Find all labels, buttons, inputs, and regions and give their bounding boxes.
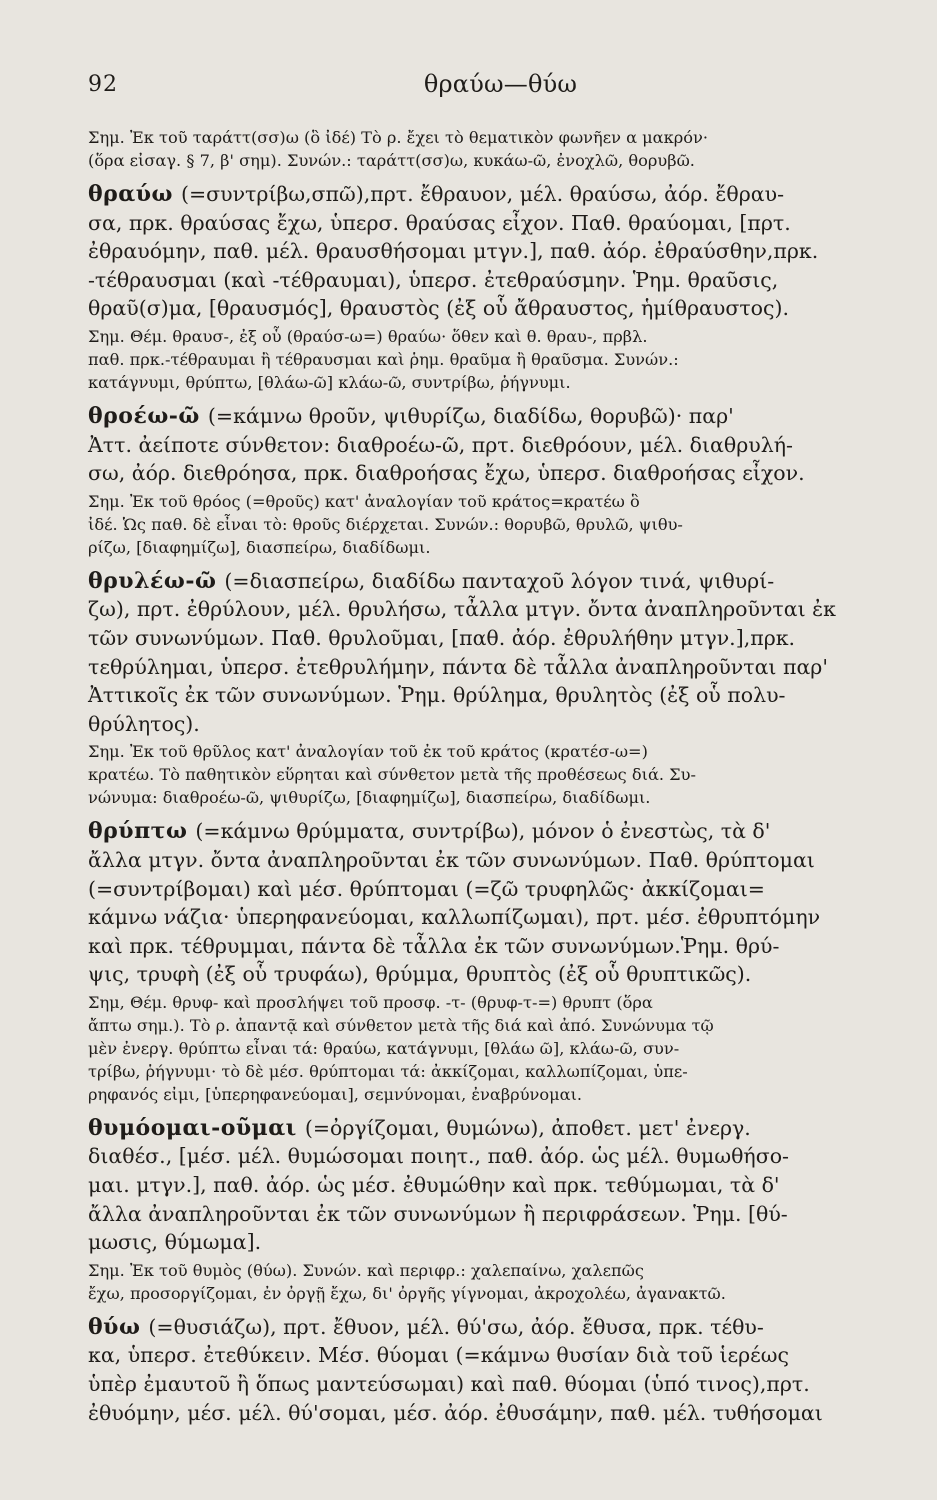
text-line: κάμνω νάζια· ὑπερηφανεύομαι, καλλωπίζωμαι), πρτ. μέσ. ἐθρυπτόμην: [88, 905, 821, 930]
entry-lemma: θυμόομαι-οῦμαι: [88, 1114, 297, 1141]
text-line: ἄλλα μτγν. ὄντα ἀναπληροῦνται ἐκ τῶν συνωνύμων. Παθ. θρύπτομαι: [88, 847, 815, 872]
text-line: (=κάμνω θρύμματα, συντρίβω), μόνον ὁ ἐνεστὼς, τὰ δ': [195, 819, 771, 844]
text-line: ἰδέ. Ὡς παθ. δὲ εἶναι τὸ: θροῦς διέρχεται. Συνών.: θορυβῶ, θρυλῶ, ψιθυ-: [88, 514, 683, 534]
text-line: (=διασπείρω, διαδίδω πανταχοῦ λόγον τινά, ψιθυρί-: [224, 568, 775, 593]
text-line: (ὅρα εἰσαγ. § 7, β' σημ). Συνών.: ταράττ(σσ)ω, κυκάω-ῶ, ἐνοχλῶ, θορυβῶ.: [88, 151, 695, 170]
page-header: [88, 60, 913, 108]
text-line: (=συντρίβω,σπῶ),πρτ. ἔθραυον, μέλ. θραύσω, ἀόρ. ἔθραυ-: [180, 182, 785, 206]
entry-thymoomai: [88, 1114, 913, 1257]
entry-lemma: θροέω-ῶ: [88, 402, 200, 429]
entry-thrauo: [88, 180, 913, 323]
entry-lemma: θραύω: [88, 181, 173, 207]
note-block: [88, 325, 913, 394]
note-block: [88, 740, 913, 809]
text-line: ζω), πρτ. ἐθρύλουν, μέλ. θρυλήσω, τἆλλα μτγν. ὄντα ἀναπληροῦνται ἐκ: [88, 597, 836, 622]
text-line: ἐθραυόμην, παθ. μέλ. θραυσθήσομαι μτγν.], παθ. ἀόρ. ἐθραύσθην,πρκ.: [88, 239, 819, 264]
text-line: σω, ἀόρ. διεθρόησα, πρκ. διαθροήσας ἔχω, ὑπερσ. διαθροήσας εἶχον.: [88, 461, 805, 486]
text-line: σα, πρκ. θραύσας ἔχω, ὑπερσ. θραύσας εἶχον. Παθ. θραύομαι, [πρτ.: [88, 210, 791, 235]
text-line: Σημ. Ἐκ τοῦ ταράττ(σσ)ω (ὃ ἰδέ) Τὸ ρ. ἔχει τὸ θεματικὸν φωνῆεν α μακρόν·: [88, 128, 708, 147]
text-line: παθ. πρκ.-τέθραυμαι ἢ τέθραυσμαι καὶ ῥημ. θραῦμα ἢ θραῦσμα. Συνών.:: [88, 349, 679, 369]
text-line: μωσις, θύμωμα].: [88, 1230, 262, 1255]
entry-thryleo: [88, 567, 913, 739]
text-line: θρύλητος).: [88, 711, 200, 736]
text-line: ἄλλα ἀναπληροῦνται ἐκ τῶν συνωνύμων ἢ περιφράσεων. Ῥημ. [θύ-: [88, 1201, 788, 1226]
dictionary-text: [88, 126, 913, 1427]
entry-lemma: θύω: [88, 1313, 141, 1340]
text-line: κα, ὑπερσ. ἐτεθύκειν. Μέσ. θύομαι (=κάμνω θυσίαν διὰ τοῦ ἱερέως: [88, 1343, 789, 1368]
text-line: ψις, τρυφὴ (ἐξ οὗ τρυφάω), θρύμμα, θρυπτὸς (ἐξ οὗ θρυπτικῶς).: [88, 962, 752, 987]
text-line: μὲν ἐνεργ. θρύπτω εἶναι τά: θραύω, κατάγνυμι, [θλάω ῶ], κλάω-ῶ, συν-: [88, 1038, 680, 1058]
entry-thyo: [88, 1313, 913, 1427]
text-line: τρίβω, ῥήγνυμι· τὸ δὲ μέσ. θρύπτομαι τά: ἀκκίζομαι, καλλωπίζομαι, ὑπε-: [88, 1061, 688, 1081]
entry-thrypto: [88, 817, 913, 989]
running-head: θραύω—θύω: [423, 70, 578, 98]
text-line: νώνυμα: διαθροέω-ῶ, ψιθυρίζω, [διαφημίζω], διασπείρω, διαδίδωμι.: [88, 788, 651, 808]
text-line: ἄπτω σημ.). Τὸ ρ. ἀπαντᾷ καὶ σύνθετον μετὰ τῆς διά καὶ ἀπό. Συνώνυμα τῷ: [88, 1015, 714, 1035]
text-line: κρατέω. Τὸ παθητικὸν εὕρηται καὶ σύνθετον μετὰ τῆς προθέσεως διά. Συ-: [88, 765, 696, 785]
text-line: ἔχω, προσοργίζομαι, ἐν ὀργῇ ἔχω, δι' ὀργῆς γίγνομαι, ἀκροχολέω, ἀγανακτῶ.: [88, 1283, 726, 1303]
text-line: ρηφανός εἰμι, [ὑπερηφανεύομαι], σεμνύνομαι, ἐναβρύνομαι.: [88, 1084, 583, 1104]
text-line: τεθρύλημαι, ὑπερσ. ἐτεθρυλήμην, πάντα δὲ τἆλλα ἀναπληροῦνται παρ': [88, 654, 828, 679]
text-line: (=ὀργίζομαι, θυμώνω), ἀποθετ. μετ' ἐνεργ.: [304, 1115, 751, 1140]
text-line: καὶ πρκ. τέθρυμμαι, πάντα δὲ τἆλλα ἐκ τῶν συνωνύμων.Ῥημ. θρύ-: [88, 933, 780, 958]
text-line: Σημ. Θέμ. θραυσ-, ἐξ οὗ (θραύσ-ω=) θραύω· ὅθεν καὶ θ. θραυ-, πρβλ.: [88, 326, 648, 346]
note-block: [88, 126, 913, 172]
text-line: Ἀττικοῖς ἐκ τῶν συνωνύμων. Ῥημ. θρύλημα, θρυλητὸς (ἐξ οὗ πολυ-: [88, 683, 786, 708]
entry-throeo: [88, 402, 913, 488]
text-line: τῶν συνωνύμων. Παθ. θρυλοῦμαι, [παθ. ἀόρ. ἐθρυλήθην μτγν.],πρκ.: [88, 625, 796, 650]
text-line: θραῦ(σ)μα, [θραυσμός], θραυστὸς (ἐξ οὗ ἄθραυστος, ἡμίθραυστος).: [88, 296, 790, 321]
text-line: Ἀττ. ἀείποτε σύνθετον: διαθροέω-ῶ, πρτ. διεθρόουν, μέλ. διαθρυλή-: [88, 432, 793, 457]
text-line: μαι. μτγν.], παθ. ἀόρ. ὡς μέσ. ἐθυμώθην καὶ πρκ. τεθύμωμαι, τὰ δ': [88, 1173, 780, 1198]
text-line: ὑπὲρ ἐμαυτοῦ ἢ ὅπως μαντεύσωμαι) καὶ παθ. θύομαι (ὑπό τινος),πρτ.: [88, 1372, 810, 1397]
text-line: κατάγνυμι, θρύπτω, [θλάω-ῶ] κλάω-ῶ, συντρίβω, ῥήγνυμι.: [88, 372, 571, 392]
note-block: [88, 991, 913, 1106]
text-line: Σημ. Ἐκ τοῦ θρόος (=θροῦς) κατ' ἀναλογίαν τοῦ κράτος=κρατέω ὃ: [88, 491, 640, 511]
entry-lemma: θρυλέω-ῶ: [88, 567, 217, 594]
page-number: 92: [88, 72, 118, 97]
entry-lemma: θρύπτω: [88, 818, 188, 845]
text-line: Σημ. Ἐκ τοῦ θυμὸς (θύω). Συνών. καὶ περιφρ.: χαλεπαίνω, χαλεπῶς: [88, 1260, 644, 1280]
text-line: -τέθραυσμαι (καὶ -τέθραυμαι), ὑπερσ. ἐτεθραύσμην. Ῥημ. θραῦσις,: [88, 267, 779, 292]
text-line: (=θυσιάζω), πρτ. ἔθυον, μέλ. θύ'σω, ἀόρ. ἔθυσα, πρκ. τέθυ-: [148, 1314, 764, 1339]
note-block: [88, 490, 913, 559]
note-block: [88, 1259, 913, 1305]
text-line: Σημ, Θέμ. θρυφ- καὶ προσλήψει τοῦ προσφ. -τ- (θρυφ-τ-=) θρυπτ (ὅρα: [88, 992, 653, 1012]
text-line: ἐθυόμην, μέσ. μέλ. θύ'σομαι, μέσ. ἀόρ. ἐθυσάμην, παθ. μέλ. τυθήσομαι: [88, 1400, 823, 1425]
text-line: Σημ. Ἐκ τοῦ θρῦλος κατ' ἀναλογίαν τοῦ ἐκ τοῦ κράτος (κρατέσ-ω=): [88, 742, 648, 762]
text-line: (=συντρίβομαι) καὶ μέσ. θρύπτομαι (=ζῶ τρυφηλῶς· ἀκκίζομαι=: [88, 876, 765, 901]
text-line: διαθέσ., [μέσ. μέλ. θυμώσομαι ποιητ., παθ. ἀόρ. ὡς μέλ. θυμωθήσο-: [88, 1144, 789, 1169]
text-line: ρίζω, [διαφημίζω], διασπείρω, διαδίδωμι.: [88, 537, 431, 557]
text-line: (=κάμνω θροῦν, ψιθυρίζω, διαδίδω, θορυβῶ)· παρ': [207, 403, 734, 428]
